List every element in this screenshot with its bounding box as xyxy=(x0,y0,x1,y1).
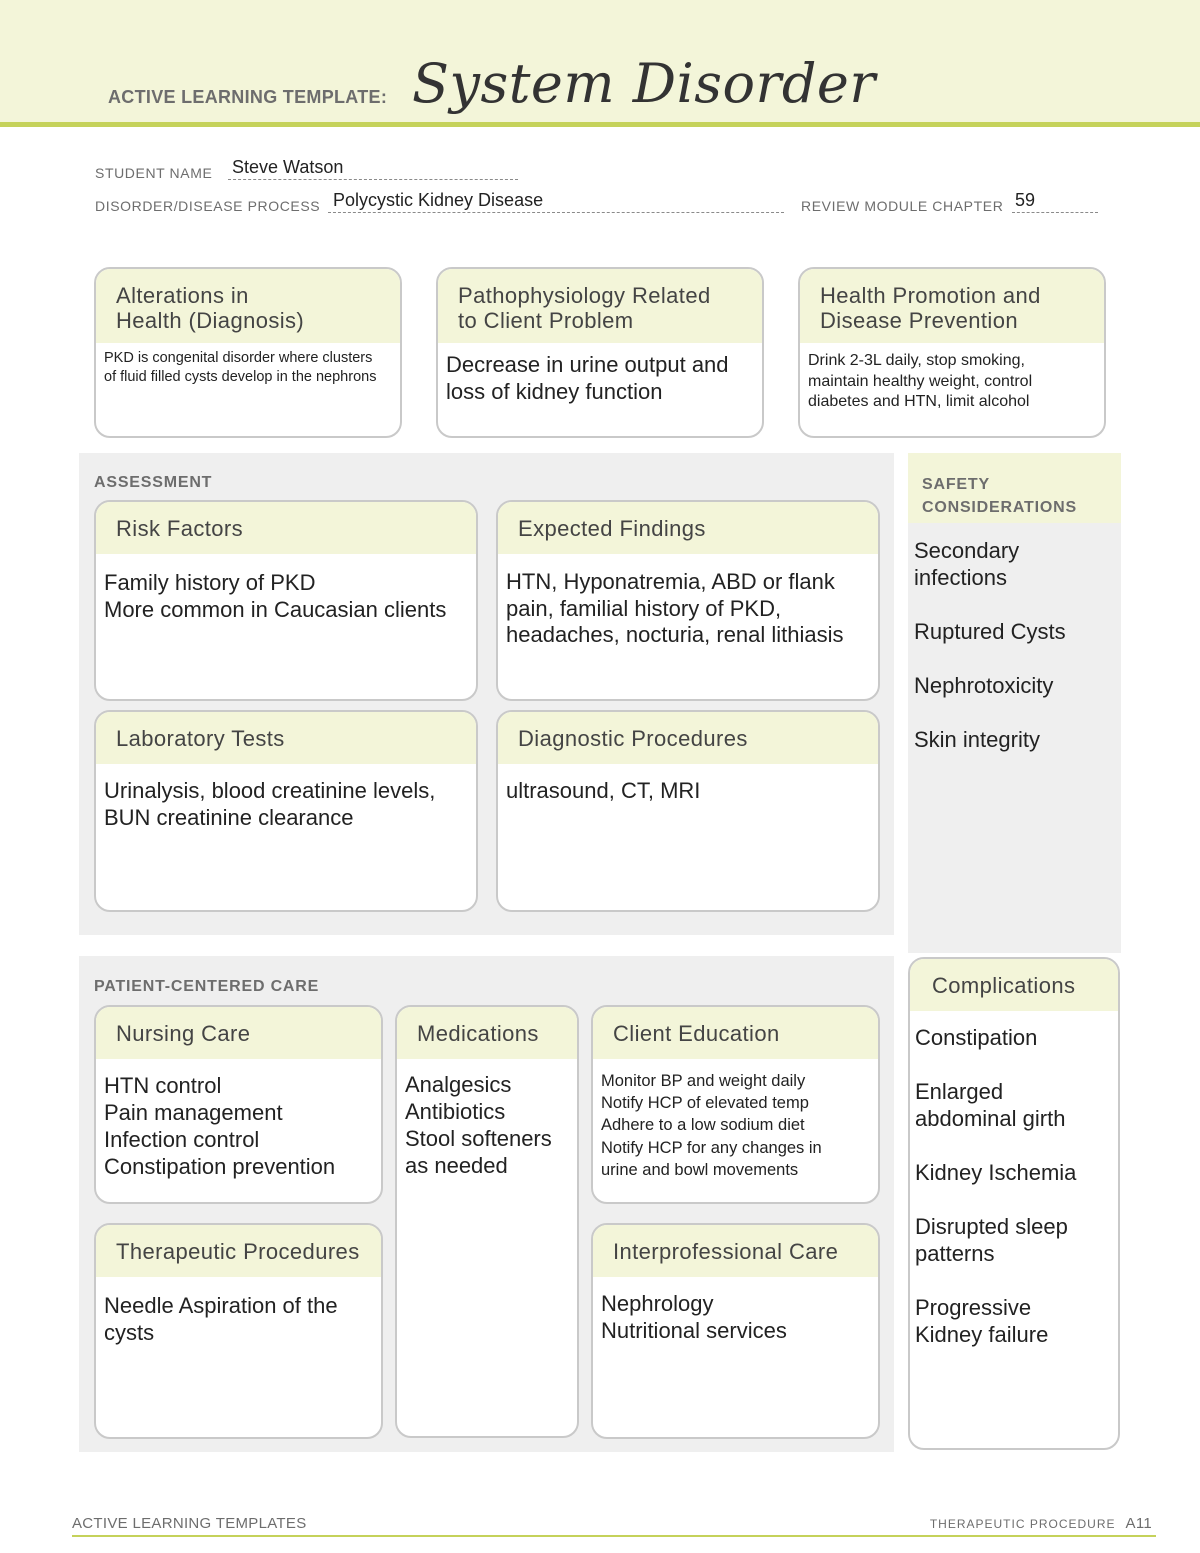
assessment-label: ASSESSMENT xyxy=(94,474,213,491)
page-number: A11 xyxy=(1125,1515,1152,1532)
interprofessional-care-text[interactable]: Nephrology Nutritional services xyxy=(601,1291,787,1343)
complications-title: Complications xyxy=(910,959,1118,1011)
template-label: ACTIVE LEARNING TEMPLATE: xyxy=(108,87,388,107)
footer-divider xyxy=(72,1535,1156,1537)
expected-findings-box xyxy=(496,500,880,701)
diagnostic-procedures-box xyxy=(496,710,880,912)
disorder-line xyxy=(328,211,784,213)
client-education-title: Client Education xyxy=(593,1007,878,1059)
alterations-box xyxy=(94,267,402,438)
complication-item: Enlarged abdominal girth xyxy=(915,1079,1066,1131)
health-promotion-title: Health Promotion and Disease Prevention xyxy=(800,269,1104,343)
interprofessional-care-title: Interprofessional Care xyxy=(593,1225,878,1277)
student-name-line xyxy=(228,178,518,180)
student-name-label: STUDENT NAME xyxy=(95,165,213,181)
expected-findings-text[interactable]: HTN, Hyponatremia, ABD or flank pain, familial history of PKD, headaches, nocturia, renal lithiasis xyxy=(506,569,844,647)
complication-item: Constipation xyxy=(915,1025,1038,1050)
footer-right xyxy=(930,1515,1152,1532)
medications-text[interactable]: Analgesics Antibiotics Stool softeners as needed xyxy=(405,1072,552,1178)
nursing-care-box xyxy=(94,1005,383,1204)
pathophysiology-title: Pathophysiology Related to Client Problem xyxy=(438,269,762,343)
pathophysiology-box xyxy=(436,267,764,438)
alterations-text[interactable]: PKD is congenital disorder where clusters of fluid filled cysts develop in the nephrons xyxy=(104,350,377,385)
laboratory-tests-box xyxy=(94,710,478,912)
nursing-care-title: Nursing Care xyxy=(96,1007,381,1059)
therapeutic-procedures-title: Therapeutic Procedures xyxy=(96,1225,381,1277)
patient-care-label: PATIENT-CENTERED CARE xyxy=(94,978,320,995)
risk-factors-text[interactable]: Family history of PKD More common in Caucasian clients xyxy=(104,570,447,622)
chapter-label: REVIEW MODULE CHAPTER xyxy=(801,198,1004,214)
complication-item: Kidney Ischemia xyxy=(915,1160,1077,1185)
safety-item: Skin integrity xyxy=(914,727,1040,752)
complications-box xyxy=(908,957,1120,1450)
complications-list[interactable] xyxy=(910,1011,1118,1348)
page-title: System Disorder xyxy=(412,52,876,115)
medications-title: Medications xyxy=(397,1007,577,1059)
safety-item: Secondary infections xyxy=(914,538,1020,590)
interprofessional-care-box xyxy=(591,1223,880,1439)
therapeutic-procedures-box xyxy=(94,1223,383,1439)
nursing-care-text[interactable]: HTN control Pain management Infection control Constipation prevention xyxy=(104,1073,336,1179)
chapter-field[interactable]: 59 xyxy=(1015,190,1036,210)
client-education-box xyxy=(591,1005,880,1204)
student-name-field[interactable]: Steve Watson xyxy=(232,157,344,177)
footer-section-label: THERAPEUTIC PROCEDURE xyxy=(929,1517,1116,1531)
laboratory-tests-title: Laboratory Tests xyxy=(96,712,476,764)
risk-factors-box xyxy=(94,500,478,701)
chapter-line xyxy=(1012,211,1098,213)
complication-item: Disrupted sleep patterns xyxy=(915,1214,1068,1266)
diagnostic-procedures-title: Diagnostic Procedures xyxy=(498,712,878,764)
header-divider xyxy=(0,122,1200,127)
medications-box xyxy=(395,1005,579,1438)
diagnostic-procedures-text[interactable]: ultrasound, CT, MRI xyxy=(506,778,701,803)
health-promotion-box xyxy=(798,267,1106,438)
expected-findings-title: Expected Findings xyxy=(498,502,878,554)
complication-item: Progressive Kidney failure xyxy=(915,1295,1049,1347)
safety-label: SAFETY CONSIDERATIONS xyxy=(922,476,1077,516)
therapeutic-procedures-text[interactable]: Needle Aspiration of the cysts xyxy=(104,1293,338,1345)
pathophysiology-text[interactable]: Decrease in urine output and loss of kidney function xyxy=(446,352,729,404)
laboratory-tests-text[interactable]: Urinalysis, blood creatinine levels, BUN creatinine clearance xyxy=(104,778,436,830)
client-education-text[interactable]: Monitor BP and weight daily Notify HCP of elevated temp Adhere to a low sodium diet Notify HCP for any changes in urine and bowl movements xyxy=(601,1072,822,1179)
safety-item: Ruptured Cysts xyxy=(914,619,1066,644)
alterations-title: Alterations in Health (Diagnosis) xyxy=(96,269,400,343)
disorder-label: DISORDER/DISEASE PROCESS xyxy=(95,198,321,214)
footer-left-text: ACTIVE LEARNING TEMPLATES xyxy=(72,1515,307,1532)
disorder-field[interactable]: Polycystic Kidney Disease xyxy=(333,190,544,210)
health-promotion-text[interactable]: Drink 2-3L daily, stop smoking, maintain healthy weight, control diabetes and HTN, limit alcohol xyxy=(808,352,1033,410)
safety-item: Nephrotoxicity xyxy=(914,673,1054,698)
safety-list[interactable] xyxy=(914,537,1114,780)
risk-factors-title: Risk Factors xyxy=(96,502,476,554)
